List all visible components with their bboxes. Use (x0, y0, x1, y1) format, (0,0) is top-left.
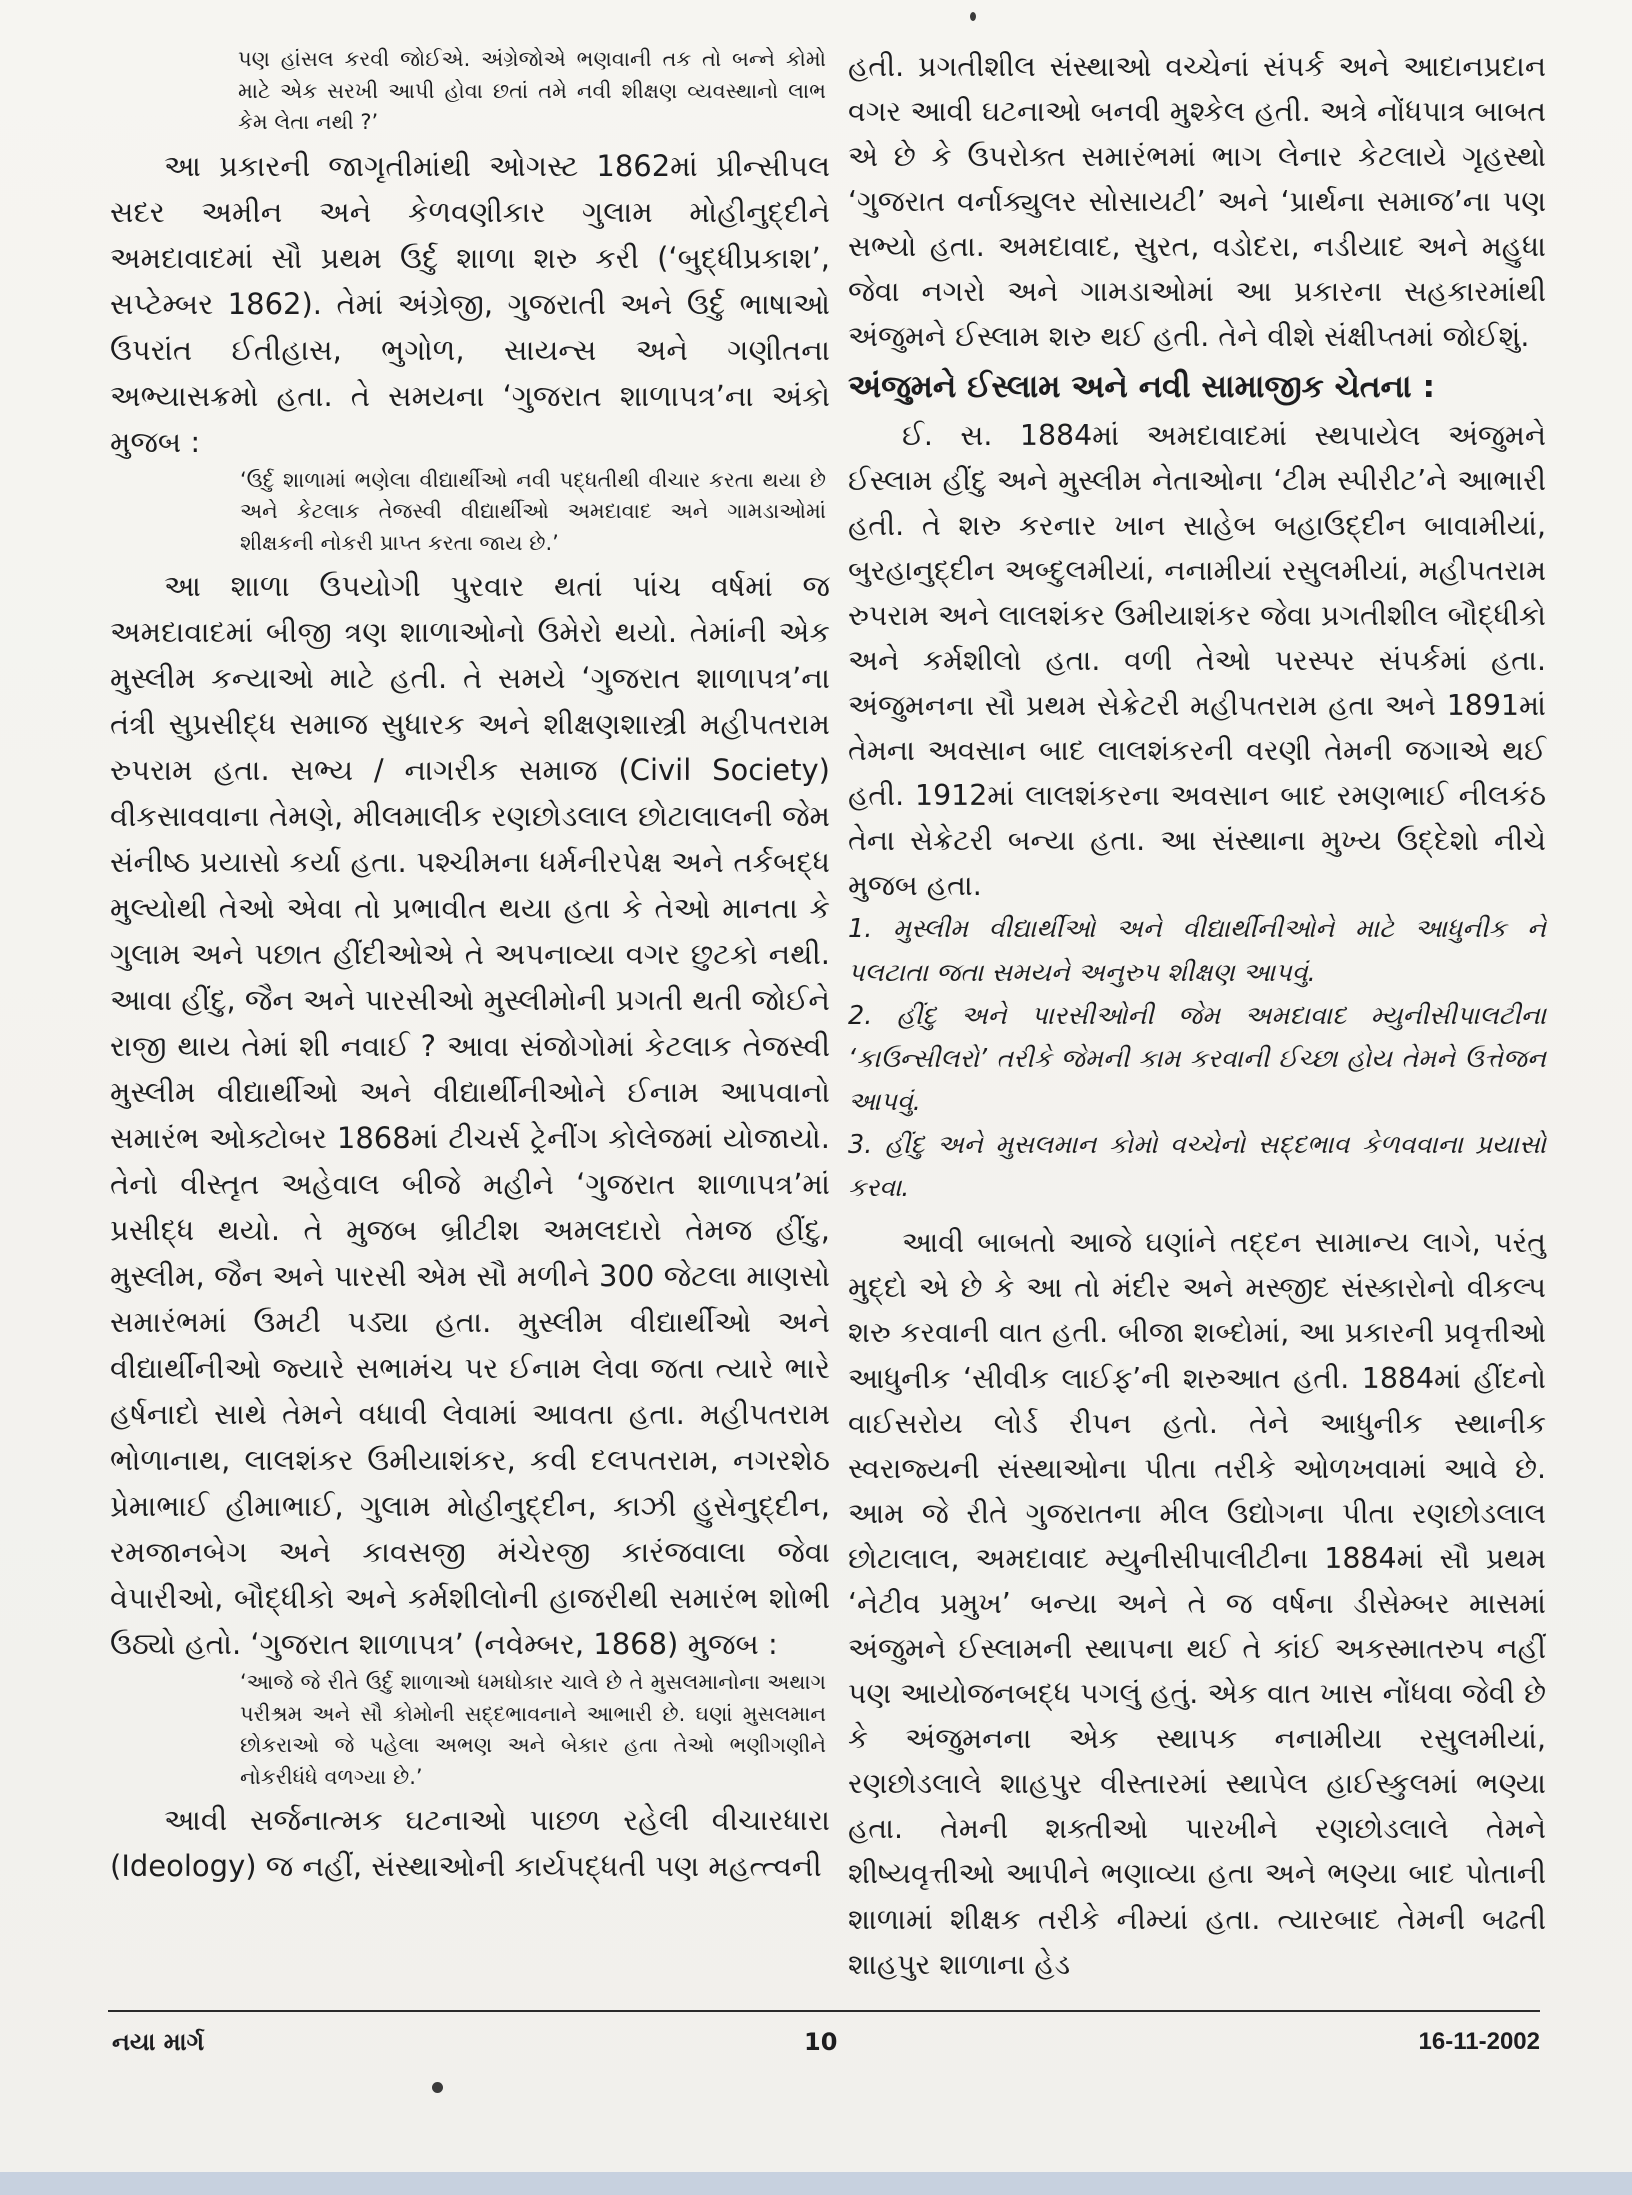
objective-item-2: 2. હીંદુ અને પારસીઓની જેમ અમદાવાદ મ્યુનીસીપાલટીના ‘કાઉન્સીલરો’ તરીકે જેમની કામ કરવાની ઈચ્છા હોય તેમને ઉત્તેજન આપવું. (848, 1000, 1546, 1117)
publication-name: નયા માર્ગ (112, 2028, 205, 2056)
page-number: 10 (804, 2028, 838, 2056)
ink-speck-icon (970, 12, 976, 21)
page-footer (108, 2028, 1540, 2068)
paragraph-3: આવી સર્જનાત્મક ઘટનાઓ પાછળ રહેલી વીચારધારા (Ideology) જ નહીં, સંસ્થાઓની કાર્યપદ્ધતી પણ મહત્ત્વની (110, 1803, 830, 1883)
paragraph-5: ઈ. સ. 1884માં અમદાવાદમાં સ્થપાયેલ અંજુમને ઈસ્લામ હીંદુ અને મુસ્લીમ નેતાઓના ‘ટીમ સ્પીરીટ’ને આભારી હતી. તે શરુ કરનાર ખાન સાહેબ બહાઉદ્દીન બાવામીયાં, બુરહાનુદ્દીન અબ્દુલમીયાં, નનામીયાં રસુલમીયાં, મહીપતરામ રુપરામ અને લાલશંકર ઉમીયાશંકર જેવા પ્રગતીશીલ બૌદ્ધીકો અને કર્મશીલો હતા. વળી તેઓ પરસ્પર સંપર્કમાં હતા. અંજુમનના સૌ પ્રથમ સેક્રેટરી મહીપતરામ હતા અને 1891માં તેમના અવસાન બાદ લાલશંકરની વરણી તેમની જગાએ થઈ હતી. 1912માં લાલશંકરના અવસાન બાદ રમણભાઈ નીલકંઠ તેના સેક્રેટરી બન્યા હતા. આ સંસ્થાના મુખ્ય ઉદ્દેશો નીચે મુજબ હતા. (848, 418, 1546, 903)
quote-block-3: ‘આજે જે રીતે ઉર્દુ શાળાઓ ધમધોકાર ચાલે છે તે મુસલમાનોના અથાગ પરીશ્રમ અને સૌ કોમોની સદ્દભાવનાને આભારી છે. ઘણાં મુસલમાન છોકરાઓ જે પહેલા અભણ અને બેકાર હતા તેઓ ભણીગણીને નોકરીધંધે વળગ્યા છે.’ (240, 1670, 826, 1789)
scan-edge (0, 2172, 1632, 2195)
paragraph-6: આવી બાબતો આજે ઘણાંને તદ્દન સામાન્ય લાગે, પરંતુ મુદ્દો એ છે કે આ તો મંદીર અને મસ્જીદ સંસ્કારોનો વીકલ્પ શરુ કરવાની વાત હતી. બીજા શબ્દોમાં, આ પ્રકારની પ્રવૃત્તીઓ આધુનીક ‘સીવીક લાઈફ’ની શરુઆત હતી. 1884માં હીંદનો વાઈસરોય લોર્ડ રીપન હતો. તેને આધુનીક સ્થાનીક સ્વરાજ્યની સંસ્થાઓના પીતા તરીકે ઓળખવામાં આવે છે. આમ જે રીતે ગુજરાતના મીલ ઉદ્યોગના પીતા રણછોડલાલ છોટાલાલ, અમદાવાદ મ્યુનીસીપાલીટીના 1884માં સૌ પ્રથમ ‘નેટીવ પ્રમુખ’ બન્યા અને તે જ વર્ષના ડીસેમ્બર માસમાં અંજુમને ઈસ્લામની સ્થાપના થઈ તે કાંઈ અકસ્માતરુપ નહીં પણ આયોજનબદ્ધ પગલું હતું. એક વાત ખાસ નોંધવા જેવી છે કે અંજુમનના એક સ્થાપક નનામીયા રસુલમીયાં, રણછોડલાલે શાહપુર વીસ્તારમાં સ્થાપેલ હાઈસ્કુલમાં ભણ્યા હતા. તેમની શક્તીઓ પારખીને રણછોડલાલે તેમને શીષ્યવૃત્તીઓ આપીને ભણાવ્યા હતા અને ભણ્યા બાદ પોતાની શાળામાં શીક્ષક તરીકે નીમ્યાં હતા. ત્યારબાદ તેમની બઢતી શાહપુર શાળાના હેડ (848, 1226, 1546, 1981)
footer-divider (108, 2010, 1540, 2012)
objective-item-1: 1. મુસ્લીમ વીદ્યાર્થીઓ અને વીદ્યાર્થીનીઓને માટે આધુનીક ને પલટાતા જતા સમયને અનુરુપ શીક્ષણ આપવું. (848, 914, 1546, 988)
right-column (848, 44, 1546, 1987)
paragraph-1: આ પ્રકારની જાગૃતીમાંથી ઓગસ્ટ 1862માં પ્રીન્સીપલ સદર અમીન અને કેળવણીકાર ગુલામ મોહીનુદ્દીને અમદાવાદમાં સૌ પ્રથમ ઉર્દુ શાળા શરુ કરી (‘બુદ્ધીપ્રકાશ’, સપ્ટેમ્બર 1862). તેમાં અંગ્રેજી, ગુજરાતી અને ઉર્દુ ભાષાઓ ઉપરાંત ઈતીહાસ, ભુગોળ, સાયન્સ અને ગણીતના અભ્યાસક્રમો હતા. તે સમયના ‘ગુજરાત શાળાપત્ર’ના અંકો મુજબ : (110, 148, 830, 459)
paragraph-4: હતી. પ્રગતીશીલ સંસ્થાઓ વચ્ચેનાં સંપર્ક અને આદાનપ્રદાન વગર આવી ઘટનાઓ બનવી મુશ્કેલ હતી. અત્રે નોંધપાત્ર બાબત એ છે કે ઉપરોક્ત સમારંભમાં ભાગ લેનાર કેટલાયે ગૃહસ્થો ‘ગુજરાત વર્નાક્યુલર સોસાયટી’ અને ‘પ્રાર્થના સમાજ’ના પણ સભ્યો હતા. અમદાવાદ, સુરત, વડોદરા, નડીયાદ અને મહુધા જેવા નગરો અને ગામડાઓમાં આ પ્રકારના સહકારમાંથી અંજુમને ઈસ્લામ શરુ થઈ હતી. તેને વીશે સંક્ષીપ્તમાં જોઈશું. (848, 50, 1546, 354)
quote-block-1: પણ હાંસલ કરવી જોઈએ. અંગ્રેજોએ ભણવાની તક તો બન્ને કોમો માટે એક સરખી આપી હોવા છતાં તમે નવી શીક્ષણ વ્યવસ્થાનો લાભ કેમ લેતા નથી ?’ (238, 47, 826, 134)
left-column (110, 44, 830, 1889)
paragraph-2: આ શાળા ઉપયોગી પુરવાર થતાં પાંચ વર્ષમાં જ અમદાવાદમાં બીજી ત્રણ શાળાઓનો ઉમેરો થયો. તેમાંની એક મુસ્લીમ કન્યાઓ માટે હતી. તે સમયે ‘ગુજરાત શાળાપત્ર’ના તંત્રી સુપ્રસીદ્ધ સમાજ સુધારક અને શીક્ષણશાસ્ત્રી મહીપતરામ રુપરામ હતા. સભ્ય / નાગરીક સમાજ (Civil Society) વીકસાવવાના તેમણે, મીલમાલીક રણછોડલાલ છોટાલાલની જેમ સંનીષ્ઠ પ્રયાસો કર્યા હતા. પશ્ચીમના ધર્મનીરપેક્ષ અને તર્કબદ્ધ મુલ્યોથી તેઓ એવા તો પ્રભાવીત થયા હતા કે તેઓ માનતા કે ગુલામ અને પછાત હીંદીઓએ તે અપનાવ્યા વગર છુટકો નથી. આવા હીંદુ, જૈન અને પારસીઓ મુસ્લીમોની પ્રગતી થતી જોઈને રાજી થાય તેમાં શી નવાઈ ? આવા સંજોગોમાં કેટલાક તેજસ્વી મુસ્લીમ વીદ્યાર્થીઓ અને વીદ્યાર્થીનીઓને ઈનામ આપવાનો સમારંભ ઓક્ટોબર 1868માં ટીચર્સ ટ્રેનીંગ કોલેજમાં યોજાયો. તેનો વીસ્તૃત અહેવાલ બીજે મહીને ‘ગુજરાત શાળાપત્ર’માં પ્રસીદ્ધ થયો. તે મુજબ બ્રીટીશ અમલદારો તેમજ હીંદુ, મુસ્લીમ, જૈન અને પારસી એમ સૌ મળીને 300 જેટલા માણસો સમારંભમાં ઉમટી પડ્યા હતા. મુસ્લીમ વીદ્યાર્થીઓ અને વીદ્યાર્થીનીઓ જ્યારે સભામંચ પર ઈનામ લેવા જતા ત્યારે ભારે હર્ષનાદો સાથે તેમને વધાવી લેવામાં આવતા હતા. મહીપતરામ ભોળાનાથ, લાલશંકર ઉમીયાશંકર, કવી દલપતરામ, નગરશેઠ પ્રેમાભાઈ હીમાભાઈ, ગુલામ મોહીનુદ્દીન, કાઝી હુસેનુદ્દીન, રમજાનબેગ અને કાવસજી મંચેરજી કારંજવાલા જેવા વેપારીઓ, બૌદ્ધીકો અને કર્મશીલોની હાજરીથી સમારંભ શોભી ઉઠ્યો હતો. ‘ગુજરાત શાળાપત્ર’ (નવેમ્બર, 1868) મુજબ : (110, 569, 830, 1661)
issue-date: 16-11-2002 (1418, 2028, 1540, 2055)
section-heading: અંજુમને ઈસ્લામ અને નવી સામાજીક ચેતના : (848, 368, 1436, 405)
quote-block-2: ‘ઉર્દુ શાળામાં ભણેલા વીદ્યાર્થીઓ નવી પદ્ધતીથી વીચાર કરતા થયા છે અને કેટલાક તેજસ્વી વીદ્યાર્થીઓ અમદાવાદ અને ગામડાઓમાં શીક્ષકની નોકરી પ્રાપ્ત કરતા જાય છે.’ (240, 467, 826, 555)
objective-item-3: 3. હીંદુ અને મુસલમાન કોમો વચ્ચેનો સદ્દભાવ કેળવવાના પ્રયાસો કરવા. (848, 1130, 1546, 1204)
ink-speck-icon (432, 2082, 443, 2093)
